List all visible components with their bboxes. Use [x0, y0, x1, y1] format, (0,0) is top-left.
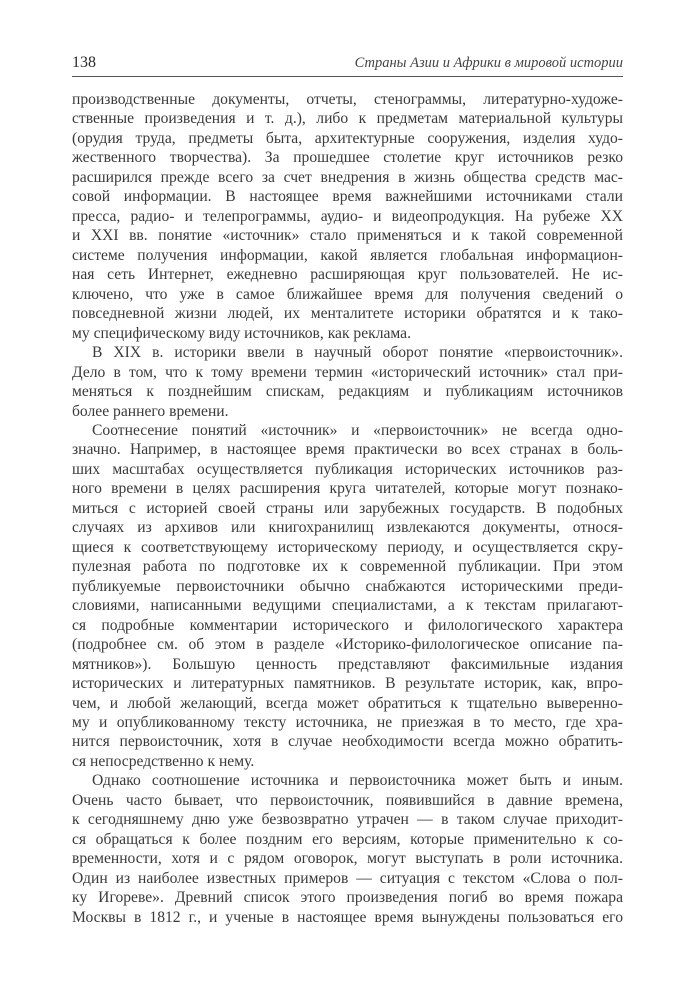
text-line: меняться к позднейшим спискам, редакциям и публикациям источников [72, 383, 623, 401]
text-line: более раннего времени. [72, 402, 229, 420]
text-line: му специфическому виду источников, как реклама. [72, 324, 412, 342]
paragraph [72, 421, 623, 771]
text-line: исторических и литературных памятников. В результате историк, как, впро- [72, 675, 623, 693]
paragraph [72, 771, 623, 927]
text-line: ключено, что уже в самое ближайшее время для получения сведений о [72, 285, 623, 303]
text-line: временности, хотя и с рядом оговорок, могут выступать в роли источника. [72, 850, 623, 868]
text-line: миться с историей своей страны или зарубежных государств. В подобных [72, 499, 623, 517]
text-line: ших масштабах осуществляется публикация исторических источников раз- [72, 460, 623, 478]
text-line: ся подробные комментарии исторического и филологического характера [72, 616, 623, 634]
text-line: к сегодняшнему дню уже безвозвратно утрачен — в таком случае приходит- [72, 811, 623, 829]
text-line: Дело в том, что к тому времени термин «исторический источник» стал при- [72, 363, 623, 381]
text-line: (подробнее см. об этом в разделе «Историко-филологическое описание па- [72, 636, 623, 654]
text-line: ная сеть Интернет, ежедневно расширяющая круг пользователей. Не ис- [72, 266, 623, 284]
text-line: ся обращаться к более поздним его версиям, которые применительно к со- [72, 830, 623, 848]
text-line: словиями, написанными ведущими специалистами, а к текстам прилагают- [72, 597, 623, 615]
text-line: ку Игореве». Древний список этого произведения погиб во время пожара [72, 889, 623, 907]
text-line: значно. Например, в настоящее время практически во всех странах в боль- [72, 441, 623, 459]
text-line: мятников»). Большую ценность представляют факсимильные издания [72, 655, 623, 673]
text-line: повседневной жизни людей, их менталитете историки обратятся и к тако- [72, 305, 623, 323]
running-title: Страны Азии и Африки в мировой истории [354, 55, 623, 71]
text-line: Один из наиболее известных примеров — ситуация с текстом «Слова о пол- [72, 869, 623, 887]
text-line: системе получения информации, какой является глобальная информацион- [72, 246, 623, 264]
text-line: Очень часто бывает, что первоисточник, появившийся в давние времена, [72, 791, 623, 809]
text-line: пресса, радио- и телепрограммы, аудио- и видеопродукция. На рубеже XX [72, 207, 623, 225]
text-line: му и опубликованному тексту источника, не приезжая в то место, где хра- [72, 714, 623, 731]
page-header [72, 52, 623, 77]
text-line: Москвы в 1812 г., и ученые в настоящее время вынуждены пользоваться его [72, 908, 623, 926]
text-line: (орудия труда, предметы быта, архитектурные сооружения, изделия худо- [72, 129, 623, 147]
text-line: публикуемые первоисточники обычно снабжаются историческими преди- [72, 577, 623, 595]
text-line: случаях из архивов или книгохранилищ извлекаются документы, относя- [72, 519, 623, 537]
text-line: щиеся к соответствующему историческому периоду, и осуществляется скру- [72, 538, 623, 556]
text-line: ственные произведения и т. д.), либо к предметам материальной культуры [72, 110, 623, 128]
text-line: Однако соотношение источника и первоисточника может быть и иным. [92, 772, 623, 790]
paragraph [72, 343, 623, 421]
text-line: производственные документы, отчеты, стенограммы, литературно-художе- [72, 91, 623, 108]
text-line: Соотнесение понятий «источник» и «первоисточник» не всегда одно- [92, 421, 623, 439]
paragraph [72, 90, 623, 343]
text-line: ся непосредственно к нему. [72, 752, 255, 770]
text-line: В XIX в. историки ввели в научный оборот понятие «первоисточник». [92, 344, 623, 362]
text-line: нится первоисточник, хотя в случае необходимости всегда можно обратить- [72, 733, 623, 751]
text-line: ного времени в целях расширения круга читателей, которые могут познако- [72, 480, 623, 498]
page-number: 138 [72, 54, 96, 71]
text-line: расширился прежде всего за счет внедрения в жизнь общества средств мас- [72, 168, 623, 186]
text-line: пулезная работа по подготовке их к современной публикации. При этом [72, 558, 623, 576]
text-line: жественного творчества). За прошедшее столетие круг источников резко [72, 149, 623, 167]
text-line: совой информации. В настоящее время важнейшими источниками стали [72, 188, 623, 206]
page-body-text [72, 90, 623, 927]
text-line: чем, и любой желающий, всегда может обратиться к тщательно выверенно- [72, 694, 623, 712]
text-line: и XXI вв. понятие «источник» стало применяться и к такой современной [72, 227, 623, 245]
